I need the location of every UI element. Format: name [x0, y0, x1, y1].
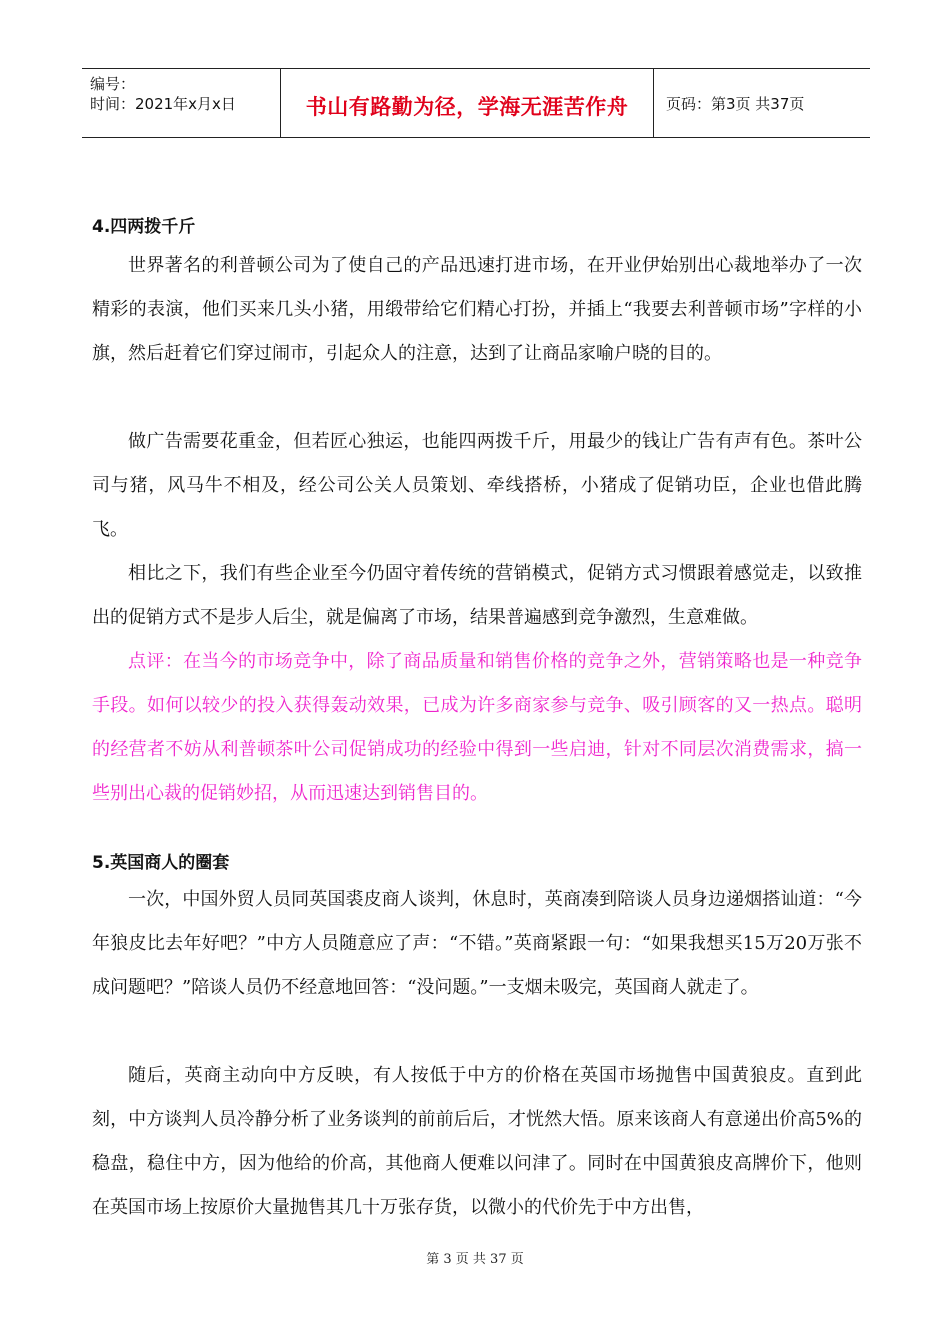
- header-page-info: 页码：第3页 共37页: [666, 95, 805, 113]
- paragraph: 一次，中国外贸人员同英国裘皮商人谈判，休息时，英商凑到陪谈人员身边递烟搭讪道：“今年狼皮比去年好吧？”中方人员随意应了声：“不错。”英商紧跟一句：“如果我想买15万20万张不成问题吧？”陪谈人员仍不经意地回答：“没问题。”一支烟未吸完，英国商人就走了。: [92, 889, 862, 998]
- comment-paragraph: 点评：在当今的市场竞争中，除了商品质量和销售价格的竞争之外，营销策略也是一种竞争手段。如何以较少的投入获得轰动效果，已成为许多商家参与竞争、吸引顾客的又一热点。聪明的经营者不妨从利普顿茶叶公司促销成功的经验中得到一些启迪，针对不同层次消费需求，搞一些别出心裁的促销妙招，从而迅速达到销售目的。: [92, 651, 862, 804]
- header-motto: 书山有路勤为径，学海无涯苦作舟: [305, 95, 629, 119]
- header-date-label: 时间：2021年x月x日: [90, 95, 236, 113]
- section-title: 5.英国商人的圈套: [92, 853, 230, 873]
- header-page-cell: [654, 69, 870, 137]
- paragraph: 世界著名的利普顿公司为了使自己的产品迅速打进市场，在开业伊始别出心裁地举办了一次精彩的表演，他们买来几头小猪，用缎带给它们精心打扮，并插上“我要去利普顿市场”字样的小旗，然后赶着它们穿过闹市，引起众人的注意，达到了让商品家喻户晓的目的。: [92, 255, 862, 364]
- section-title: 4.四两拨千斤: [92, 217, 196, 237]
- page-footer: 第 3 页 共 37 页: [426, 1252, 524, 1267]
- paragraph: 随后，英商主动向中方反映，有人按低于中方的价格在英国市场抛售中国黄狼皮。直到此刻，中方谈判人员冷静分析了业务谈判的前前后后，才恍然大悟。原来该商人有意递出价高5%的稳盘，稳住中方，因为他给的价高，其他商人便难以问津了。同时在中国黄狼皮高牌价下，他则在英国市场上按原价大量抛售其几十万张存货，以微小的代价先于中方出售，: [92, 1065, 862, 1218]
- document-header: [82, 68, 870, 138]
- paragraph: 相比之下，我们有些企业至今仍固守着传统的营销模式，促销方式习惯跟着感觉走，以致推出的促销方式不是步人后尘，就是偏离了市场，结果普遍感到竞争激烈，生意难做。: [92, 563, 862, 628]
- paragraph: 做广告需要花重金，但若匠心独运，也能四两拨千斤，用最少的钱让广告有声有色。茶叶公司与猪，风马牛不相及，经公司公关人员策划、牵线搭桥，小猪成了促销功臣，企业也借此腾飞。: [92, 431, 862, 540]
- header-meta-cell: [82, 69, 280, 137]
- header-number-label: 编号：: [90, 75, 136, 93]
- header-motto-cell: [280, 69, 654, 137]
